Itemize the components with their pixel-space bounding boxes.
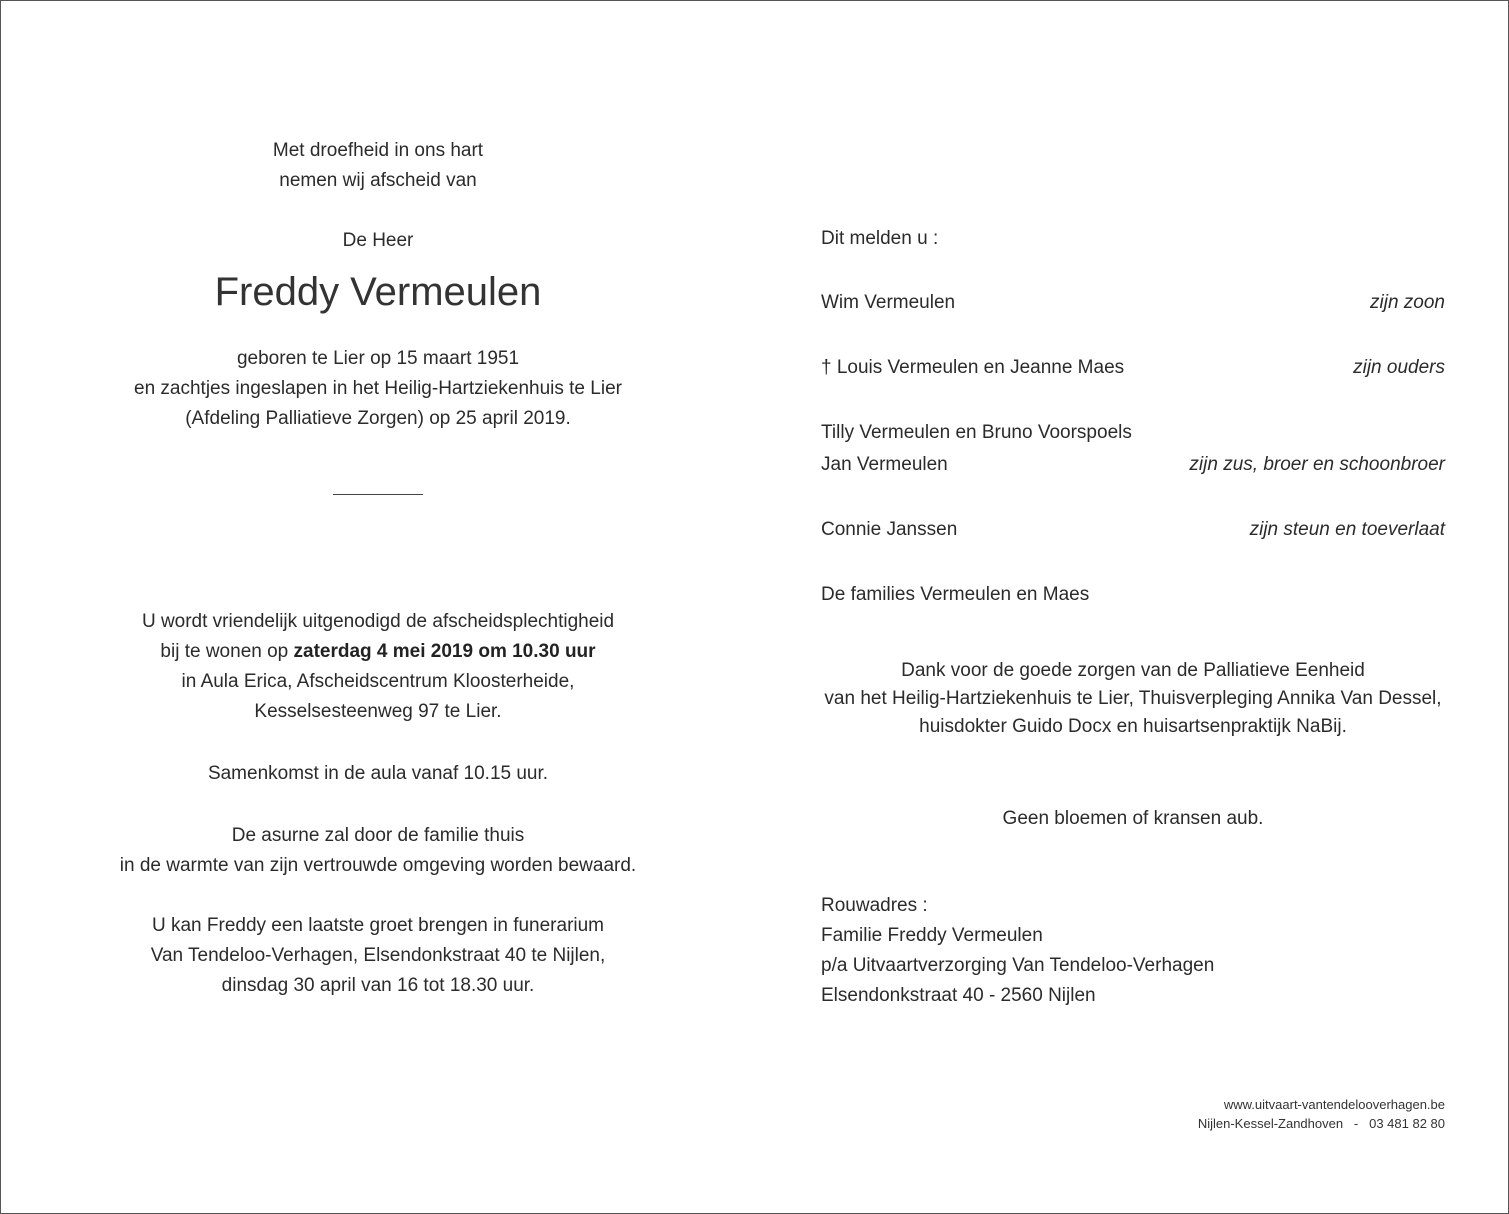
- deceased-name: Freddy Vermeulen: [214, 270, 542, 314]
- address-line: Familie Freddy Vermeulen: [821, 925, 1043, 946]
- intro-line: nemen wij afscheid van: [279, 170, 477, 191]
- visitation-text: [71, 911, 685, 1001]
- visitation-line: dinsdag 30 april van 16 tot 18.30 uur.: [221, 975, 535, 996]
- family-relation: zijn ouders: [1353, 357, 1445, 378]
- invitation-prefix: bij te wonen op: [160, 641, 294, 662]
- family-relation: zijn steun en toeverlaat: [1249, 519, 1445, 540]
- family-name: Connie Janssen: [821, 519, 958, 540]
- right-column: [821, 224, 1445, 1011]
- family-name: Wim Vermeulen: [821, 292, 956, 313]
- urn-text: [71, 821, 685, 881]
- birth-death-text: [71, 344, 685, 434]
- gathering-text: Samenkomst in de aula vanaf 10.15 uur.: [207, 763, 549, 784]
- website-link[interactable]: www.uitvaart-vantendelooverhagen.be: [1223, 1097, 1445, 1112]
- visitation-line: Van Tendeloo-Verhagen, Elsendonkstraat 40 te Nijlen,: [150, 945, 606, 966]
- urn-line: in de warmte van zijn vertrouwde omgeving worden bewaard.: [119, 855, 637, 876]
- birth-line: geboren te Lier op 15 maart 1951: [236, 348, 520, 369]
- family-row: [821, 450, 1445, 480]
- family-relation: zijn zus, broer en schoonbroer: [1189, 454, 1445, 475]
- address-line: p/a Uitvaartverzorging Van Tendeloo-Verhagen: [821, 955, 1215, 976]
- family-relation: zijn zoon: [1370, 292, 1445, 313]
- invitation-line: [71, 637, 685, 667]
- family-row: [821, 353, 1445, 383]
- family-row: [821, 288, 1445, 318]
- death-line: (Afdeling Palliatieve Zorgen) op 25 april 2019.: [185, 408, 571, 429]
- left-column: [71, 136, 685, 1001]
- address-heading: Rouwadres :: [821, 895, 928, 916]
- honorific: De Heer: [342, 230, 414, 251]
- funeral-home-footer: [1198, 1095, 1445, 1133]
- address-line: Elsendonkstraat 40 - 2560 Nijlen: [821, 985, 1096, 1006]
- thanks-line: Dank voor de goede zorgen van de Palliatieve Eenheid: [901, 660, 1365, 681]
- divider-line: [333, 494, 423, 495]
- thanks-line: van het Heilig-Hartziekenhuis te Lier, Thuisverpleging Annika Van Dessel,: [824, 688, 1442, 709]
- family-row: [821, 418, 1445, 448]
- announcement-intro: Dit melden u :: [821, 228, 939, 249]
- intro-line: Met droefheid in ons hart: [272, 140, 484, 161]
- mourning-address: [821, 891, 1445, 1011]
- urn-line: De asurne zal door de familie thuis: [231, 825, 525, 846]
- death-line: en zachtjes ingeslapen in het Heilig-Hartziekenhuis te Lier: [134, 378, 622, 399]
- visitation-line: U kan Freddy een laatste groet brengen in funerarium: [151, 915, 605, 936]
- no-flowers-text: Geen bloemen of kransen aub.: [1002, 808, 1264, 829]
- contact-info: Nijlen-Kessel-Zandhoven - 03 481 82 80: [1197, 1116, 1445, 1131]
- invitation-line: Kesselsesteenweg 97 te Lier.: [254, 701, 502, 722]
- invitation-line: U wordt vriendelijk uitgenodigd de afscheidsplechtigheid: [141, 611, 615, 632]
- invitation-line: in Aula Erica, Afscheidscentrum Kloosterheide,: [181, 671, 575, 692]
- family-name: Tilly Vermeulen en Bruno Voorspoels: [821, 422, 1132, 443]
- thanks-line: huisdokter Guido Docx en huisartsenpraktijk NaBij.: [919, 716, 1347, 737]
- family-name: † Louis Vermeulen en Jeanne Maes: [821, 357, 1125, 378]
- family-name: De families Vermeulen en Maes: [821, 584, 1090, 605]
- invitation-text: [71, 607, 685, 727]
- family-name: Jan Vermeulen: [821, 454, 948, 475]
- family-row: [821, 515, 1445, 545]
- intro-text: [71, 136, 685, 196]
- thanks-text: [821, 657, 1445, 741]
- ceremony-datetime: zaterdag 4 mei 2019 om 10.30 uur: [293, 641, 596, 662]
- family-row: [821, 580, 1445, 610]
